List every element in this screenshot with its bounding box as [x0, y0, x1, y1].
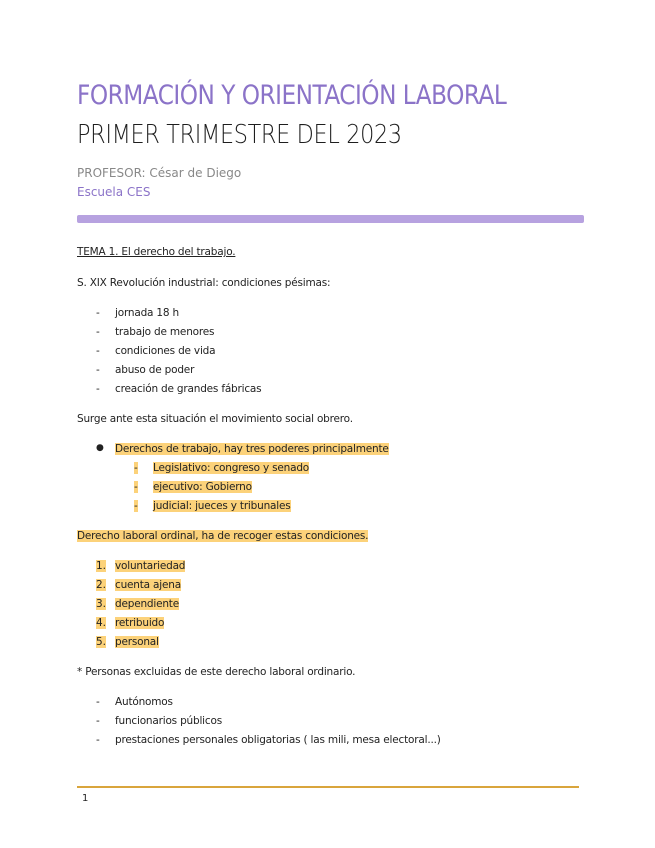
list-item: ejecutivo: Gobierno: [153, 481, 252, 493]
rights-heading: Derechos de trabajo, hay tres poderes principalmente: [115, 443, 389, 455]
list-item: funcionarios públicos: [115, 715, 222, 727]
dash-bullet: -: [134, 481, 138, 493]
list-item: Legislativo: congreso y senado: [153, 462, 310, 474]
dash-bullet: -: [96, 734, 100, 746]
dash-bullet: -: [96, 326, 100, 338]
teacher-line: PROFESOR: César de Diego: [77, 166, 242, 180]
dash-bullet: -: [134, 462, 138, 474]
list-item: dependiente: [115, 598, 179, 610]
dash-bullet: -: [96, 345, 100, 357]
list-item: cuenta ajena: [115, 579, 181, 591]
list-number: 4.: [96, 617, 107, 629]
list-item: judicial: jueces y tribunales: [153, 500, 291, 512]
dot-bullet: ●: [96, 443, 104, 453]
school-line: Escuela CES: [77, 185, 151, 199]
footer-divider: [77, 786, 579, 788]
page-number: 1: [82, 793, 89, 804]
list-item: Autónomos: [115, 696, 173, 708]
header-divider: [77, 215, 584, 223]
list-number: 5.: [96, 636, 107, 648]
list-item: jornada 18 h: [115, 307, 179, 319]
list-number: 1.: [96, 560, 107, 572]
dash-bullet: -: [96, 383, 100, 395]
list-item: trabajo de menores: [115, 326, 215, 338]
intro-text: S. XIX Revolución industrial: condiciones pésimas:: [77, 277, 331, 289]
list-item: voluntariedad: [115, 560, 186, 572]
list-item: condiciones de vida: [115, 345, 216, 357]
dash-bullet: -: [96, 696, 100, 708]
dash-bullet: -: [96, 364, 100, 376]
excluded-heading: * Personas excluidas de este derecho laboral ordinario.: [77, 666, 356, 678]
list-number: 2.: [96, 579, 107, 591]
dash-bullet: -: [96, 307, 100, 319]
dash-bullet: -: [134, 500, 138, 512]
ordinary-law-text: Derecho laboral ordinal, ha de recoger estas condiciones.: [77, 530, 369, 542]
dash-bullet: -: [96, 715, 100, 727]
list-item: prestaciones personales obligatorias ( las mili, mesa electoral...): [115, 734, 441, 746]
movement-text: Surge ante esta situación el movimiento social obrero.: [77, 413, 353, 425]
list-item: abuso de poder: [115, 364, 195, 376]
document-title: FORMACIÓN Y ORIENTACIÓN LABORAL: [77, 80, 507, 111]
topic-heading: TEMA 1. El derecho del trabajo.: [77, 246, 236, 258]
list-item: personal: [115, 636, 159, 648]
document-subtitle: PRIMER TRIMESTRE DEL 2023: [77, 120, 402, 150]
list-item: creación de grandes fábricas: [115, 383, 262, 395]
list-number: 3.: [96, 598, 107, 610]
list-item: retribuido: [115, 617, 165, 629]
